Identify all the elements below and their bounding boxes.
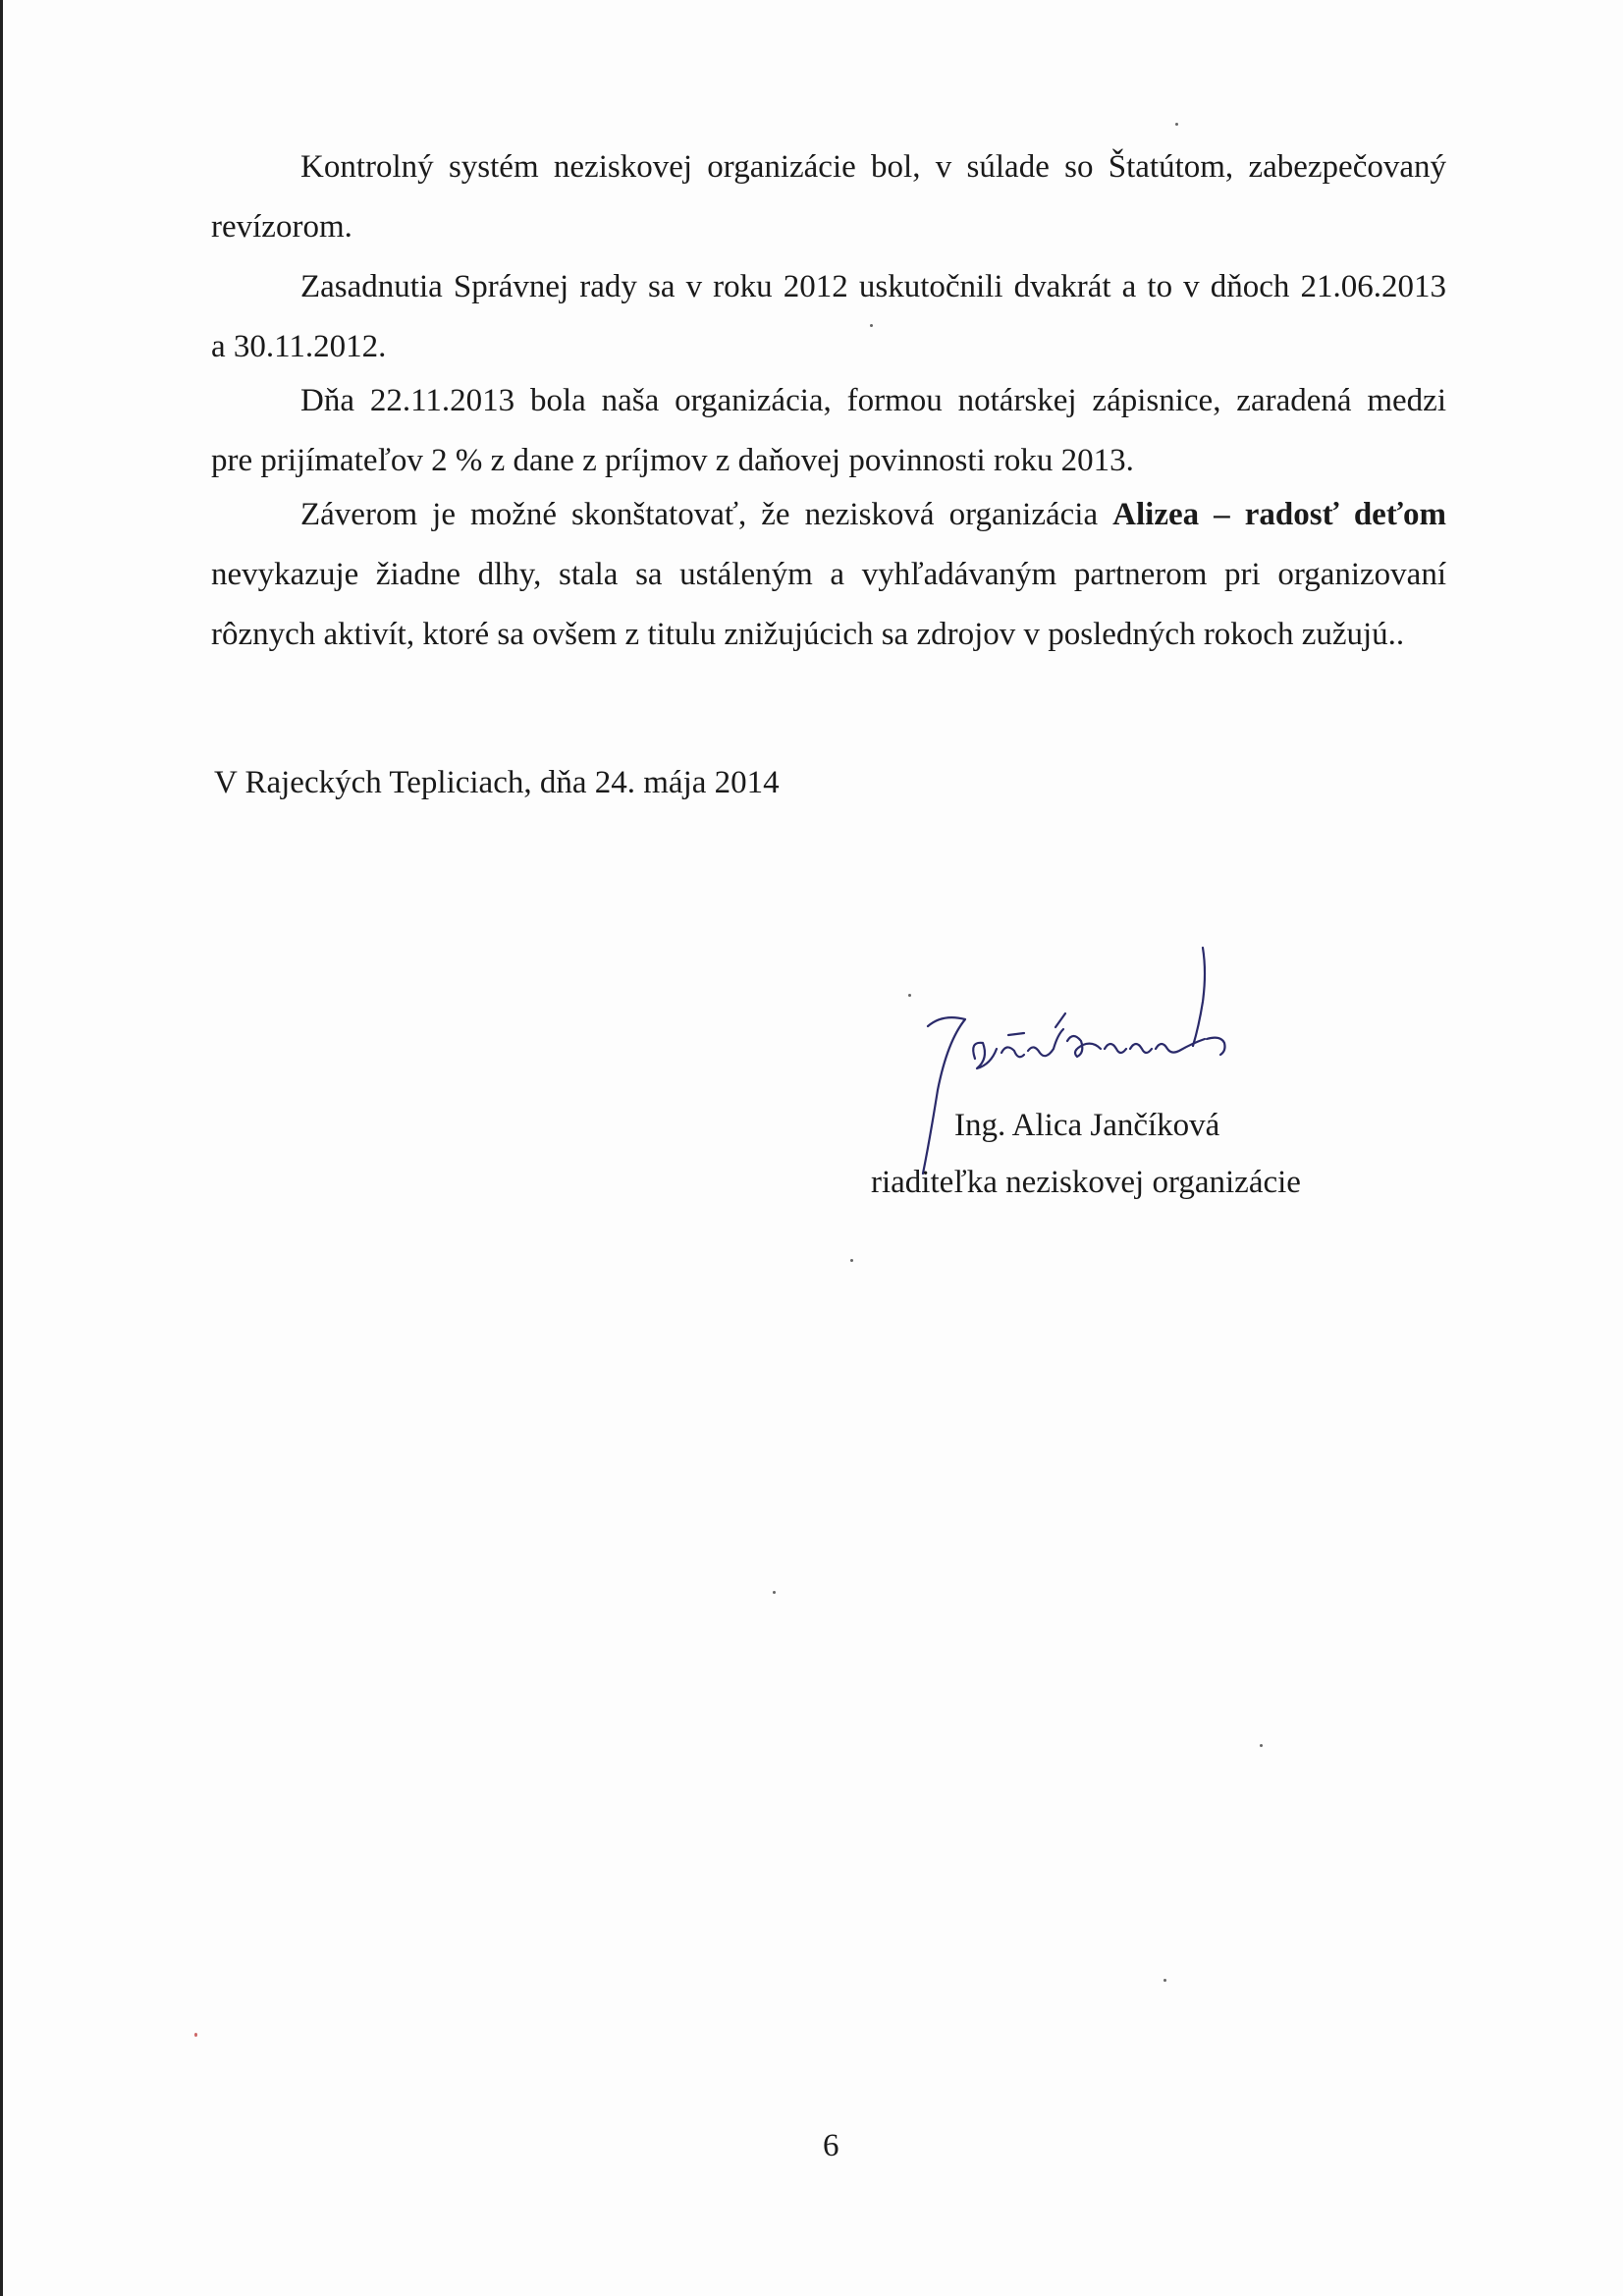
paragraph-tax-recipients: [211, 371, 1446, 491]
paragraph-board-meetings: [211, 257, 1446, 377]
paragraph-line: nevykazuje žiadne dlhy, stala sa ustáleným a vyhľadávaným partnerom pri organizovaní: [211, 557, 1446, 592]
conclusion-prefix: Záverom je možné skonštatovať, že nezisková organizácia: [300, 497, 1113, 532]
scan-speck: [1163, 1979, 1166, 1982]
paragraph-line: pre prijímateľov 2 % z dane z príjmov z daňovej povinnosti roku 2013.: [211, 443, 1134, 478]
paragraph-control-system: [211, 137, 1446, 257]
scan-speck: [1175, 123, 1178, 126]
handwritten-signature: [908, 933, 1301, 1188]
organization-name: Alizea – radosť deťom: [1112, 497, 1446, 532]
paragraph-line: a 30.11.2012.: [211, 329, 387, 364]
paragraph-line: revízorom.: [211, 209, 352, 245]
paragraph-conclusion: [211, 485, 1446, 665]
paragraph-line: Kontrolný systém neziskovej organizácie bol, v súlade so Štatútom, zabezpečovaný: [300, 149, 1446, 185]
scan-speck: [773, 1591, 776, 1594]
signer-name: Ing. Alica Jančíková: [954, 1108, 1220, 1143]
scan-speck: [1260, 1744, 1263, 1747]
scan-speck: [850, 1259, 853, 1262]
paragraph-line: rôznych aktivít, ktoré sa ovšem z titulu znižujúcich sa zdrojov v posledných rokoch zužujú..: [211, 617, 1405, 652]
paragraph-line: [211, 485, 1446, 545]
scan-speck: [870, 324, 873, 327]
page-number: 6: [823, 2128, 839, 2163]
place-and-date: V Rajeckých Tepliciach, dňa 24. mája 2014: [214, 765, 780, 800]
scan-speck: [194, 2033, 197, 2037]
paragraph-line: Dňa 22.11.2013 bola naša organizácia, formou notárskej zápisnice, zaradená medzi: [300, 383, 1446, 418]
signer-role: riaditeľka neziskovej organizácie: [871, 1165, 1301, 1200]
scan-speck: [908, 994, 911, 997]
paragraph-line: Zasadnutia Správnej rady sa v roku 2012 uskutočnili dvakrát a to v dňoch 21.06.2013: [300, 269, 1446, 304]
scan-edge: [0, 0, 3, 2296]
